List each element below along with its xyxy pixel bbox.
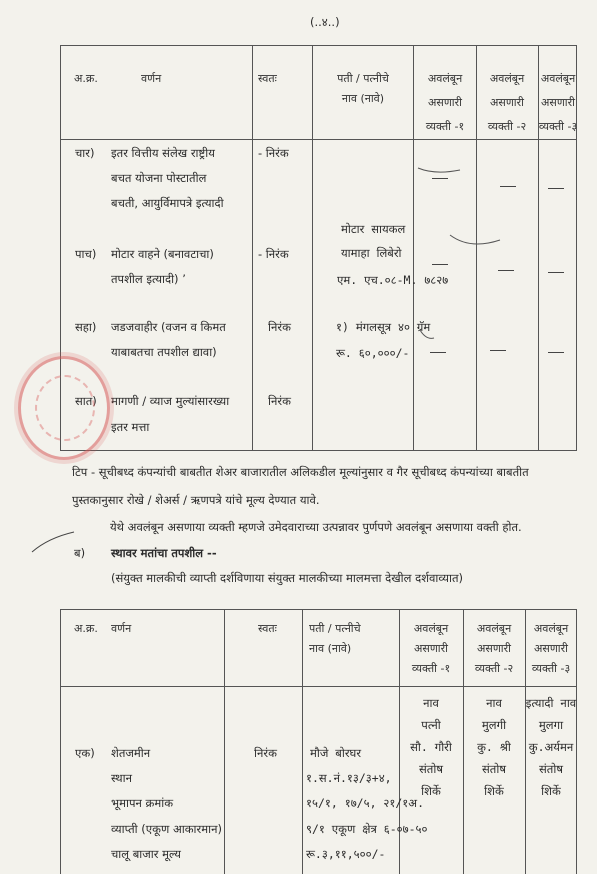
row-desc-line: चालू बाजार मूल्य — [111, 847, 181, 861]
land-detail-line: रू.३,११,५००/- — [306, 847, 386, 861]
header-line: असणारी — [477, 642, 511, 655]
dependent-3-details — [525, 696, 577, 798]
land-detail-line: १५/१, १७/५, २१/१अ. — [306, 796, 424, 810]
detail-line: कु.अर्यमन — [528, 740, 574, 754]
detail-line: संतोष — [482, 762, 506, 776]
detail-line: संतोष — [539, 762, 563, 776]
row-self: निरंक — [268, 320, 291, 334]
row-desc-line: इतर मत्ता — [111, 420, 150, 434]
vehicle-line: एम. एच.०८-M. ७८२७ — [337, 273, 449, 287]
row-desc-line: शेतजमीन — [111, 746, 151, 760]
table2-col-border — [302, 609, 303, 874]
row-self: - निरंक — [258, 247, 289, 261]
jewelry-line: १) मंगलसूत्र ४० ग्रॅम — [336, 320, 431, 334]
detail-line: सौ. गौरी — [410, 740, 452, 754]
table1-bottom-border — [60, 450, 577, 451]
header-dependent-2 — [476, 72, 538, 134]
header-line: अवलंबून — [489, 72, 525, 85]
header-line: अवलंबून — [476, 622, 512, 635]
row-desc-line: व्याप्ती (एकूण आकारमान) — [111, 822, 222, 836]
header-line: असणारी — [428, 96, 462, 109]
detail-line: मुलगी — [481, 718, 507, 732]
row-desc-line: बचत योजना पोस्टातील — [111, 171, 207, 185]
detail-line: शिर्के — [541, 784, 561, 798]
table2-col-border — [60, 609, 61, 874]
header-line: अवलंबून — [427, 72, 463, 85]
header-sr: अ.क्र. — [74, 622, 98, 635]
row-sr: सात) — [75, 394, 97, 408]
row-self: - निरंक — [258, 146, 289, 160]
header-line: अवलंबून — [533, 622, 569, 635]
vehicle-line: मोटार सायकल — [341, 222, 406, 236]
detail-line: इत्यादी नाव — [525, 696, 577, 710]
header-line: व्यक्ती -३ — [531, 662, 571, 675]
header-line: व्यक्ती -२ — [474, 662, 514, 675]
header-line: अवलंबून — [413, 622, 449, 635]
table1-top-border — [60, 45, 577, 46]
header-dependent-3 — [538, 72, 578, 134]
header-line: व्यक्ती -३ — [538, 120, 578, 133]
header-spouse-line: नाव (नावे) — [309, 642, 352, 655]
row-sr: सहा) — [75, 320, 97, 334]
row-desc-line: मागणी / व्याज मुल्यांसारख्या — [111, 394, 230, 408]
section-b-title: स्थावर मतांचा तपशील -- — [111, 546, 217, 560]
land-detail-line: १.स.नं.१३/३+४, — [306, 771, 392, 785]
header-line: व्यक्ती -२ — [487, 120, 527, 133]
row-self: निरंक — [254, 746, 277, 760]
dependent-2-details — [463, 696, 525, 798]
header-dependent-1 — [399, 622, 463, 676]
header-dependent-2 — [463, 622, 525, 676]
row-desc-line: स्थान — [111, 771, 132, 785]
office-seal-stamp — [18, 356, 110, 460]
header-sr: अ.क्र. — [74, 72, 98, 85]
header-line: असणारी — [541, 96, 575, 109]
header-description: वर्णन — [141, 72, 162, 85]
section-b-label: ब) — [74, 546, 86, 560]
jewelry-line: रू. ६०,०००/- — [336, 346, 410, 360]
note-line: टिप - सूचीबध्द कंपन्यांची बाबतीत शेअर बाजारातील अलिकडील मूल्यांनुसार व गैर सूचीबध्द कंपन्यांच्या बाबतीत — [72, 465, 529, 479]
header-line: व्यक्ती -१ — [411, 662, 451, 675]
header-description: वर्णन — [111, 622, 132, 635]
header-line: असणारी — [414, 642, 448, 655]
detail-line: शिर्के — [421, 784, 441, 798]
dependent-1-details — [399, 696, 463, 798]
table1-col-border — [252, 45, 253, 451]
row-sr: चार) — [75, 146, 95, 160]
header-self: स्वतः — [258, 72, 277, 85]
table2-top-border — [60, 609, 577, 610]
detail-line: पत्नी — [421, 718, 441, 732]
header-spouse-line: नाव (नावे) — [341, 92, 385, 105]
row-desc-line: तपशील इत्यादी) ’ — [111, 272, 186, 286]
table2-header-divider — [60, 686, 577, 687]
row-self: निरंक — [268, 394, 291, 408]
detail-line: मुलगा — [538, 718, 564, 732]
header-spouse-line: पती / पत्नीचे — [309, 622, 361, 635]
note-line: येथे अवलंबून असणाया व्यक्ती म्हणजे उमेदवाराच्या उत्पन्नावर पुर्णपणे अवलंबून असणाया वक्ती होत. — [110, 520, 522, 534]
header-line: व्यक्ती -१ — [425, 120, 465, 133]
header-self: स्वतः — [258, 622, 277, 635]
row-sr: पाच) — [75, 247, 97, 261]
page-number: (..४..) — [310, 15, 340, 29]
detail-line: नाव — [486, 696, 502, 710]
row-desc-line: याबाबतचा तपशील द्यावा) — [111, 345, 217, 359]
table2-col-border — [224, 609, 225, 874]
row-desc-line: मोटार वाहने (बनावटाचा) — [111, 247, 214, 261]
header-dependent-3 — [525, 622, 577, 676]
detail-line: नाव — [423, 696, 439, 710]
row-desc-line: इतर वित्तीय संलेख राष्ट्रीय — [111, 146, 215, 160]
pen-mark — [28, 528, 78, 558]
header-line: अवलंबून — [540, 72, 576, 85]
header-spouse — [309, 622, 361, 656]
row-desc-line: बचती, आयुर्विमापत्रे इत्यादी — [111, 196, 224, 210]
header-spouse — [318, 72, 408, 106]
row-desc-line: जडजवाहीर (वजन व किमत — [111, 320, 226, 334]
detail-line: कु. श्री — [477, 740, 511, 754]
note-line: पुस्तकानुसार रोखे / शेअर्स / ऋणपत्रे यांचे मूल्य देण्यात यावे. — [72, 493, 320, 507]
detail-line: संतोष — [419, 762, 443, 776]
land-detail-line: ९/१ एकूण क्षेत्र ६-०७-५० — [306, 822, 428, 836]
detail-line: शिर्के — [484, 784, 504, 798]
header-line: असणारी — [490, 96, 524, 109]
header-line: असणारी — [534, 642, 568, 655]
header-dependent-1 — [413, 72, 477, 134]
row-desc-line: भूमापन क्रमांक — [111, 796, 174, 810]
header-spouse-line: पती / पत्नीचे — [337, 72, 389, 85]
handwritten-strokes — [300, 140, 580, 390]
vehicle-line: यामाहा लिबेरो — [341, 246, 402, 260]
row-sr: एक) — [75, 746, 95, 760]
section-b-subtitle: (संयुक्त मालकीची व्याप्ती दर्शविणाया संयुक्त मालकीच्या मालमत्ता देखील दर्शवाव्यात) — [111, 571, 464, 585]
land-detail-line: मौजे बोरघर — [310, 746, 362, 760]
